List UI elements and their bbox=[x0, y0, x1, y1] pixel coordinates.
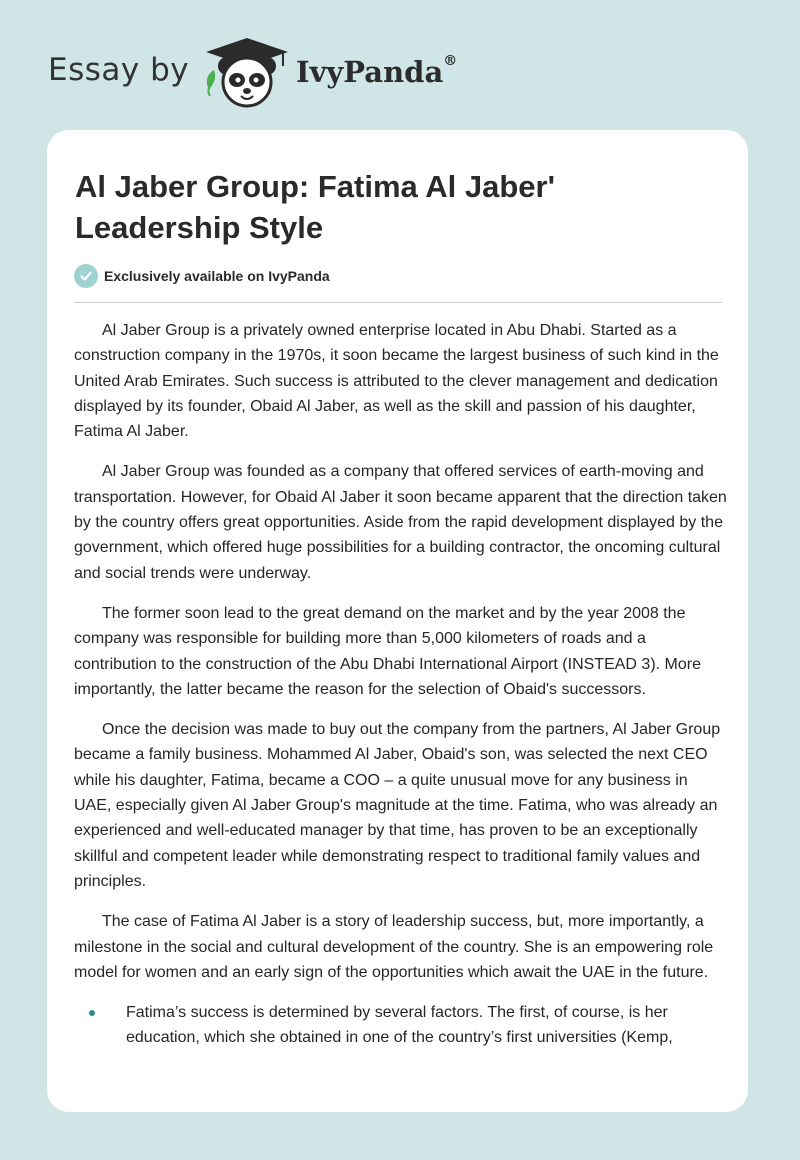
essay-body bbox=[74, 318, 729, 1051]
divider bbox=[74, 302, 722, 303]
list-item-text: Fatima’s success is determined by several factors. The first, of course, is her education, which she obtained in one of the country’s first universities (Kemp, bbox=[126, 1004, 673, 1047]
exclusive-badge bbox=[74, 264, 330, 288]
list-item bbox=[74, 1000, 729, 1051]
paragraph: Once the decision was made to buy out the company from the partners, Al Jaber Group became a family business. Mohammed Al Jaber, Obaid's son, was selected the next CEO while his daughter, Fatima, became a COO – a quite unusual move for any business in UAE, especially given Al Jaber Group's magnitude at the time. Fatima, who was already an experienced and well-educated manager by that time, has proven to be an exceptionally skillful and competent leader while demonstrating respect to traditional family values and principles. bbox=[74, 721, 721, 890]
brand-name[interactable]: IvyPanda® bbox=[296, 53, 458, 89]
check-circle-icon bbox=[74, 264, 98, 288]
paragraph: The case of Fatima Al Jaber is a story of leadership success, but, more importantly, a milestone in the social and cultural development of the country. She is an empowering role model for women and an early sign of the opportunities which await the UAE in the future. bbox=[74, 913, 714, 981]
site-header bbox=[0, 0, 800, 130]
bullet-list bbox=[74, 1000, 729, 1051]
brand-prefix: Essay by bbox=[48, 52, 190, 88]
badge-label: Exclusively available on IvyPanda bbox=[104, 268, 330, 284]
paragraph: Al Jaber Group was founded as a company that offered services of earth-moving and transportation. However, for Obaid Al Jaber it soon became apparent that the direction taken by the country offers great opportunities. Aside from the rapid development displayed by the government, which offered huge possibilities for a building contractor, the oncoming cultural and social trends were underway. bbox=[74, 463, 727, 582]
registered-mark: ® bbox=[443, 53, 458, 69]
essay-card bbox=[47, 130, 748, 1112]
paragraph: The former soon lead to the great demand on the market and by the year 2008 the company was responsible for building more than 5,000 kilometers of roads and a contribution to the construction of the Abu Dhabi International Airport (INSTEAD 3). More importantly, the latter became the reason for the selection of Obaid's successors. bbox=[74, 604, 701, 698]
bullet-dot-icon bbox=[89, 1010, 95, 1016]
panda-graduate-logo-icon[interactable] bbox=[202, 36, 292, 110]
page-title: Al Jaber Group: Fatima Al Jaber' Leadership Style bbox=[75, 169, 555, 245]
paragraph: Al Jaber Group is a privately owned enterprise located in Abu Dhabi. Started as a construction company in the 1970s, it soon became the largest business of such kind in the United Arab Emirates. Such success is attributed to the clever management and dedication displayed by its founder, Obaid Al Jaber, as well as the skill and passion of his daughter, Fatima Al Jaber. bbox=[74, 322, 719, 441]
